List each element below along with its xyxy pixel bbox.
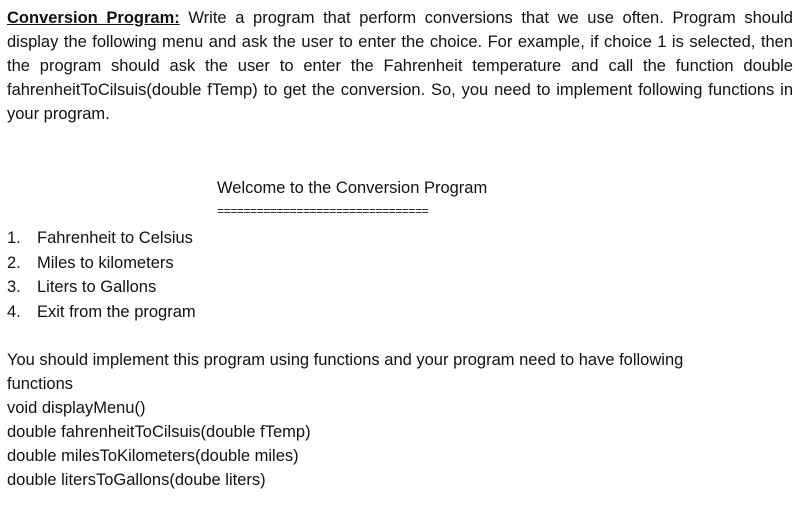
welcome-rule: ================================: [217, 205, 429, 219]
menu-item: [7, 300, 196, 325]
menu-item-label: Fahrenheit to Celsius: [37, 229, 193, 247]
menu-list: [7, 226, 196, 324]
function-item: double litersToGallons(doube liters): [7, 471, 266, 489]
menu-item-label: Miles to kilometers: [37, 253, 174, 272]
intro-lead: Conversion Program:: [7, 9, 180, 27]
menu-item-number: 1.: [7, 229, 21, 247]
menu-item: [7, 275, 196, 300]
document: [7, 6, 793, 489]
function-item: double fahrenheitToCilsuis(double fTemp): [7, 423, 311, 441]
welcome-title: Welcome to the Conversion Program: [217, 179, 488, 197]
function-list: [7, 396, 311, 492]
menu-item-number: 3.: [7, 278, 21, 296]
menu-item-number: 4.: [7, 302, 21, 321]
menu-item-label: Exit from the program: [37, 302, 196, 321]
function-item: void displayMenu(): [7, 399, 146, 417]
menu-item-label: Liters to Gallons: [37, 278, 157, 296]
intro-paragraph: [7, 6, 793, 126]
menu-item: [7, 226, 196, 251]
intro-text: Write a program that perform conversions that we use often. Program should display the following menu and ask the user to enter the choice. For example, if choice 1 is selected, then the program should ask the user to enter the Fahrenheit temperature and call the function double fahrenheitToCilsuis(double fTemp) to get the conversion. So, you need to implement following functions in your program.: [7, 9, 793, 123]
menu-item: [7, 251, 196, 276]
requirements-paragraph: You should implement this program using functions and your program need to have following functions: [7, 351, 684, 393]
menu-item-number: 2.: [7, 253, 21, 272]
function-item: double milesToKilometers(double miles): [7, 447, 299, 465]
